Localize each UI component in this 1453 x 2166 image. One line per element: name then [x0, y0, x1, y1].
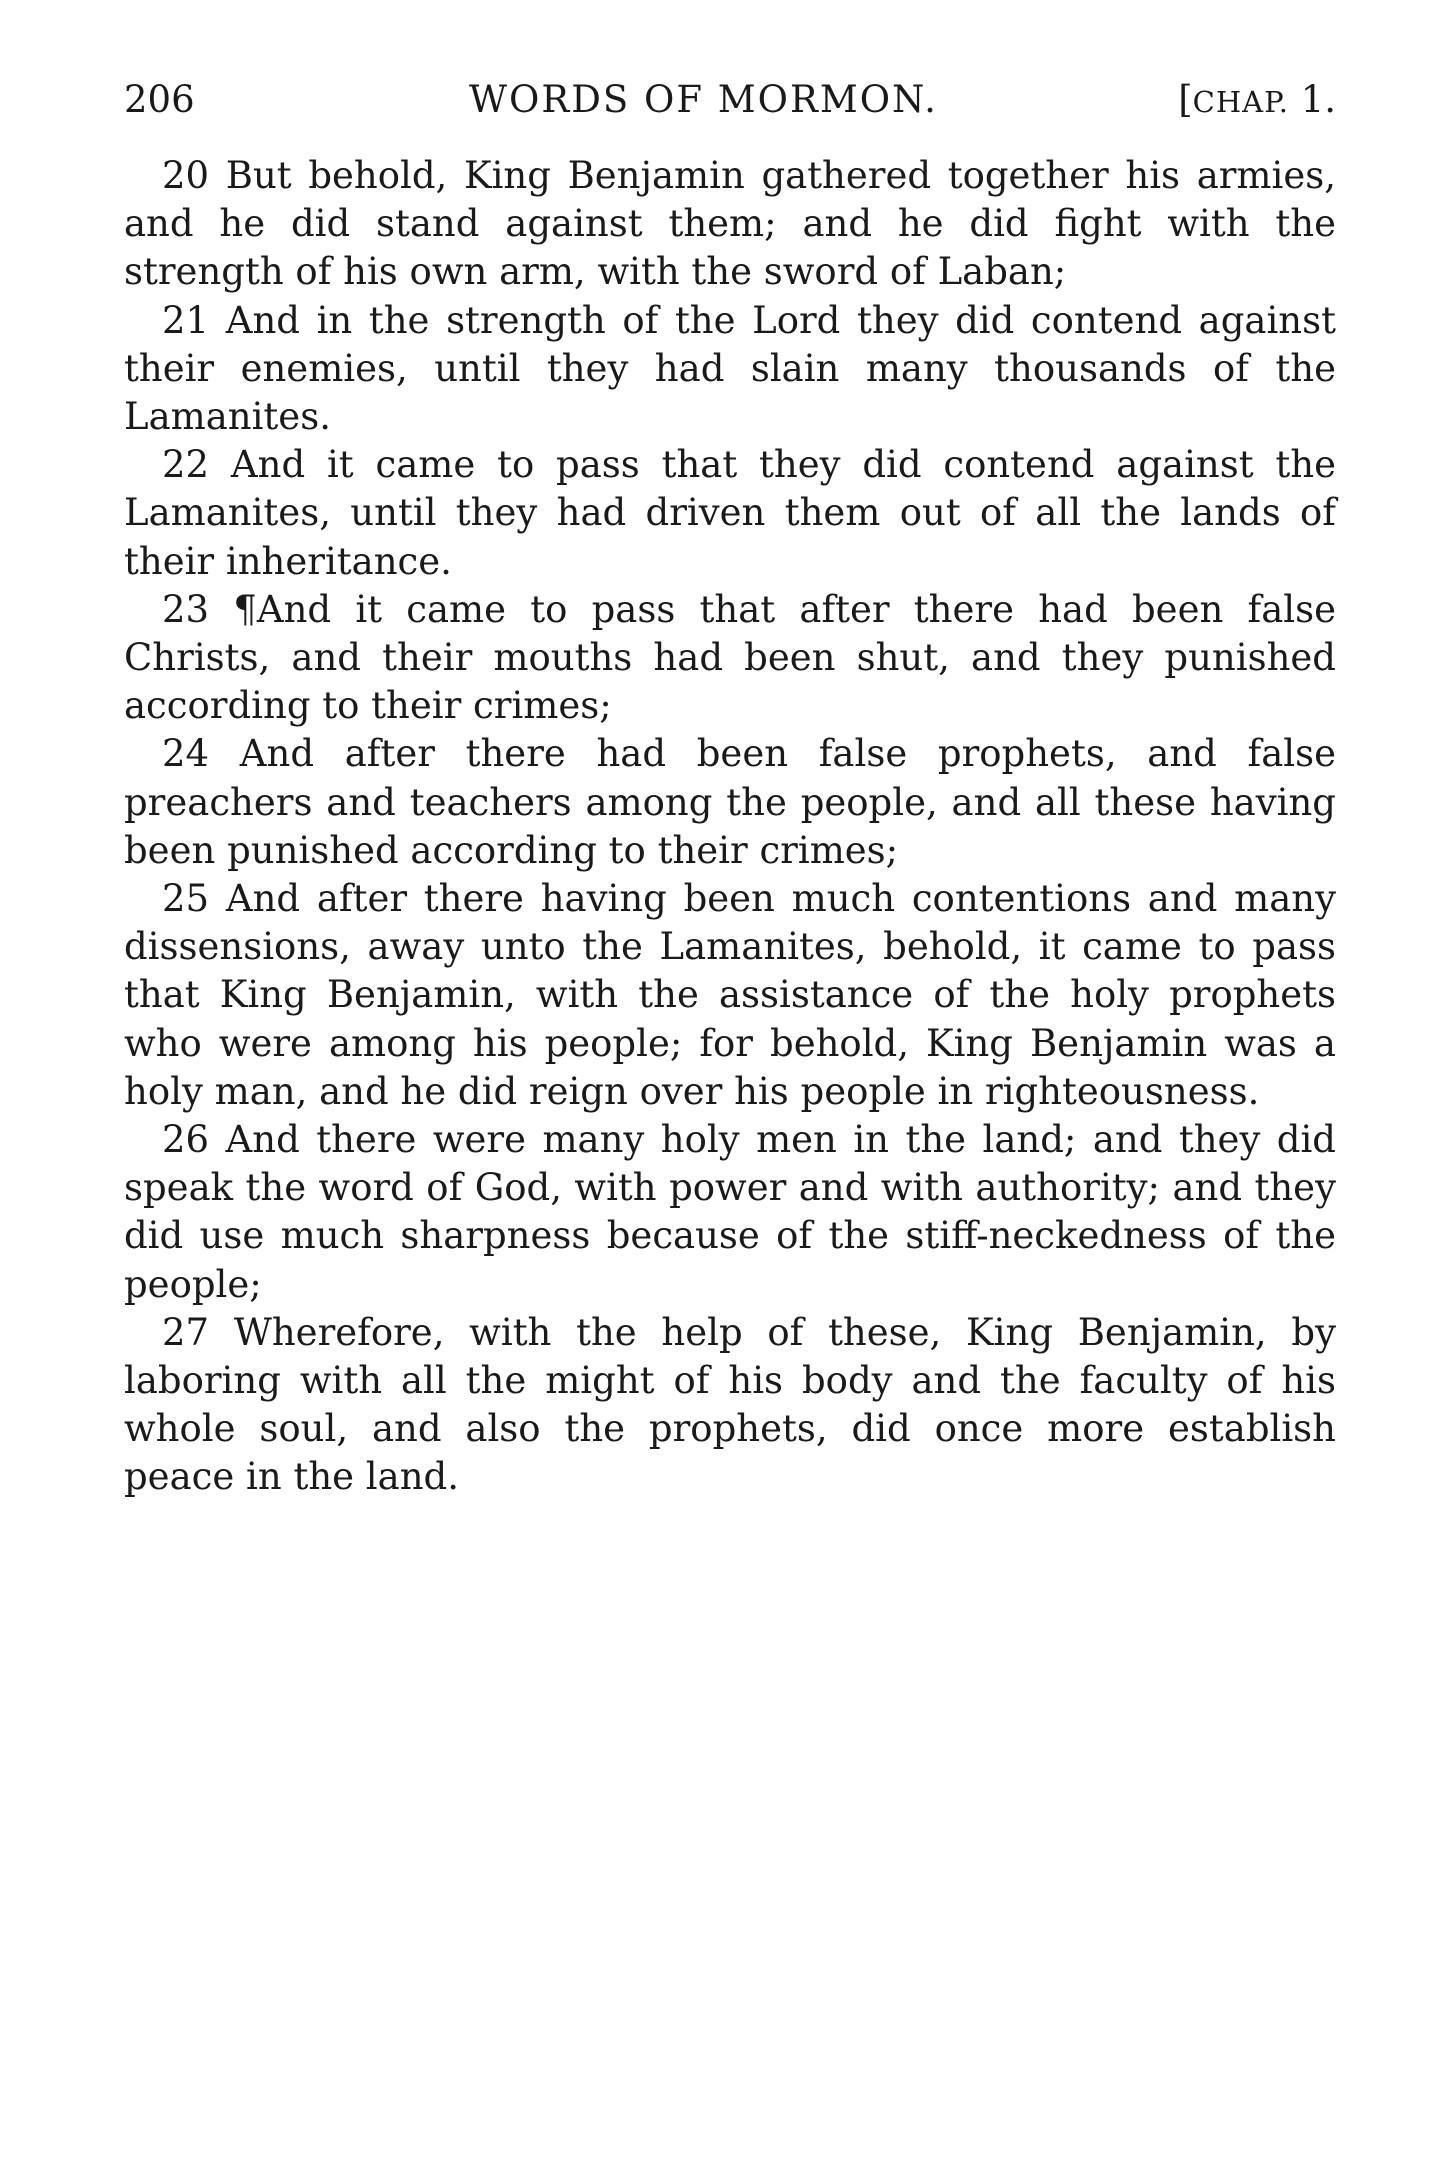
verse-20 — [124, 152, 1336, 297]
running-head — [124, 70, 1336, 130]
verse-number: 22 — [162, 443, 210, 487]
verse-text: And after there had been false prophets, and false preachers and teachers among the people, and all these having been punished according to their crimes; — [124, 732, 1336, 872]
verse-22 — [124, 441, 1336, 586]
verse-number: 21 — [162, 298, 210, 342]
verse-text: Wherefore, with the help of these, King Benjamin, by laboring with all the might of his body and the faculty of his whole soul, and also the prophets, did once more establish peace in the land. — [124, 1310, 1336, 1499]
verse-25 — [124, 875, 1336, 1116]
verse-21 — [124, 297, 1336, 442]
verse-text: And after there having been much contentions and many dissensions, away unto the Lamanites, behold, it came to pass that King Benjamin, with the assistance of the holy prophets who were among his people; for behold, King Benjamin was a holy man, and he did reign over his people in righteousness. — [124, 877, 1336, 1113]
verse-number: 27 — [162, 1310, 210, 1354]
verse-number: 23 — [162, 587, 210, 631]
verse-text: And it came to pass that they did contend against the Lamanites, until they had driven them out of all the lands of their inheritance. — [124, 443, 1337, 583]
book-page — [124, 70, 1336, 1502]
book-title: WORDS OF MORMON. — [469, 78, 938, 121]
chapter-label: CHAP. — [1192, 85, 1289, 119]
verse-list — [124, 152, 1336, 1502]
verse-number: 20 — [162, 154, 210, 197]
verse-number: 26 — [162, 1118, 210, 1162]
verse-number: 24 — [162, 732, 210, 776]
verse-text: And in the strength of the Lord they did contend against their enemies, until they had slain many thousands of the Lamanites. — [124, 298, 1336, 439]
chapter-bracket: [ — [1178, 78, 1193, 121]
verse-number: 25 — [162, 877, 210, 921]
verse-24 — [124, 730, 1336, 875]
chapter-reference — [1178, 70, 1336, 132]
verse-text: ¶And it came to pass that after there had been false Christs, and their mouths had been shut, and they punished according to their crimes; — [124, 587, 1336, 728]
page-number: 206 — [124, 78, 195, 121]
verse-26 — [124, 1116, 1336, 1309]
verse-23 — [124, 586, 1336, 731]
verse-text: And there were many holy men in the land; and they did speak the word of God, with power and with authority; and they did use much sharpness because of the stiff-neckedness of the people; — [124, 1118, 1336, 1306]
chapter-number: 1. — [1300, 78, 1336, 121]
verse-text: But behold, King Benjamin gathered together his armies, and he did stand against them; and he did fight with the strength of his own arm, with the sword of Laban; — [124, 154, 1336, 294]
verse-27 — [124, 1309, 1336, 1502]
